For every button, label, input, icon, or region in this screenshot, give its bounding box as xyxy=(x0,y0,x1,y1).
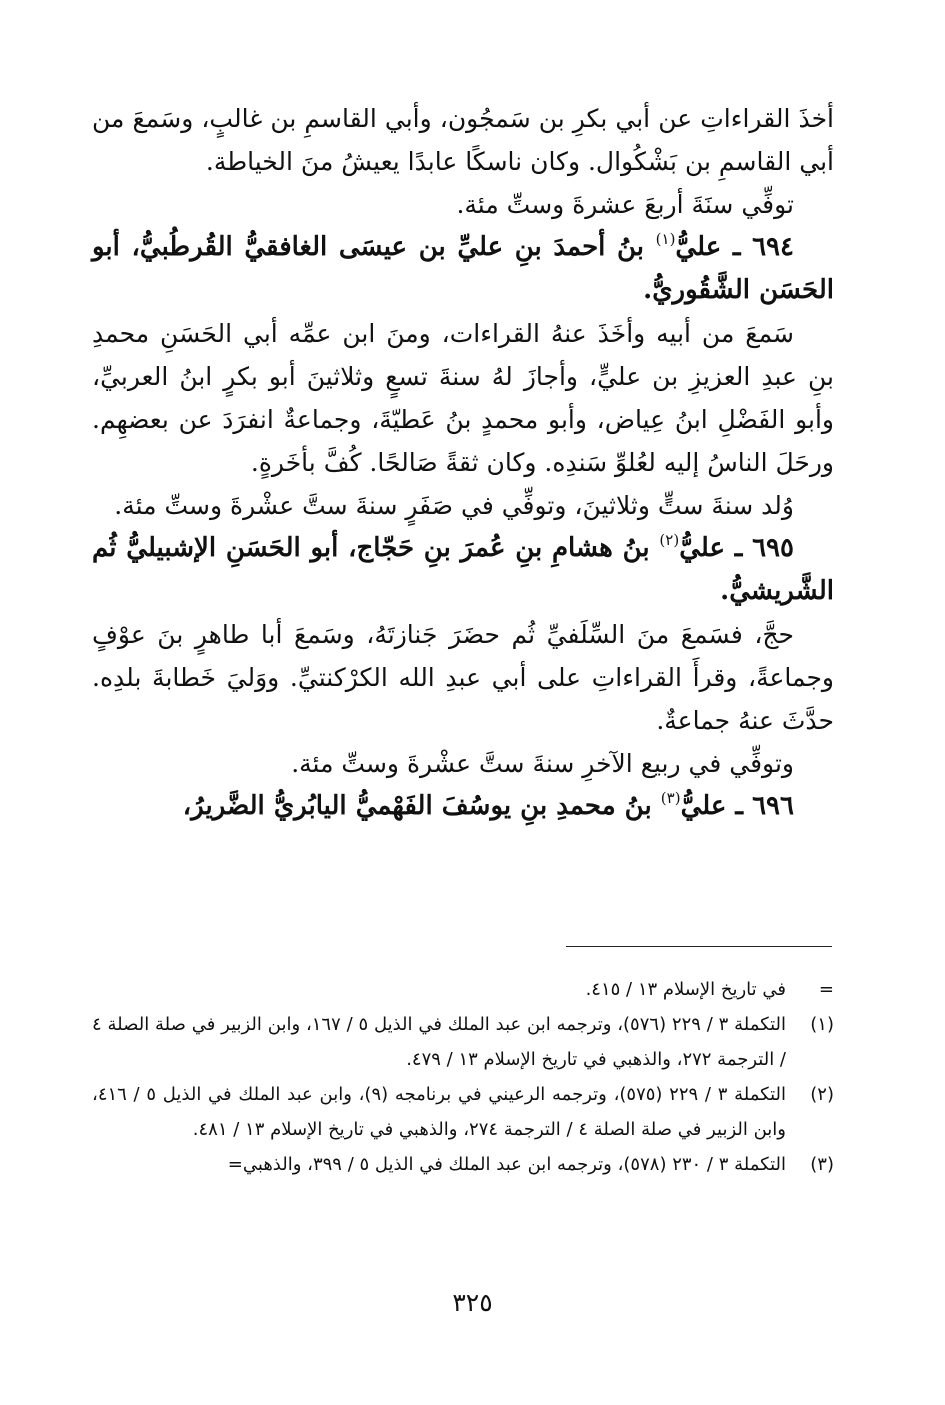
biography-entry-696 xyxy=(92,785,834,828)
footnote-ref: (٣) xyxy=(660,789,681,807)
footnote-text: التكملة ٣ / ٢٢٩ (٥٧٦)، وترجمه ابن عبد الملك في الذيل ٥ / ١٦٧، وابن الزبير في صلة الصلة ٤ / الترجمة ٢٧٢، والذهبي في تاريخ الإسلام ١٣ / ٤٧٩. xyxy=(92,1014,786,1070)
footnote-mark: (٣) xyxy=(810,1154,834,1175)
entry-number: ٦٩٤ ـ xyxy=(732,232,794,262)
paragraph: أخذَ القراءاتِ عن أبي بكرِ بن سَمجُون، وأبي القاسمِ بن غالبٍ، وسَمعَ من أبي القاسمِ بن بَشْكُوال. وكان ناسكًا عابدًا يعيشُ منَ الخياطة. xyxy=(92,104,834,176)
paragraph: وُلد سنةَ ستٍّ وثلاثينَ، وتوفِّي في صَفَرٍ سنةَ ستَّ عشْرةَ وستِّ مئة. xyxy=(114,491,794,520)
page-number: ٣٢٥ xyxy=(452,1288,493,1317)
footnote-continuation xyxy=(92,972,834,1007)
entry-name: عليُّ xyxy=(675,232,722,262)
entry-lineage: بنُ محمدِ بنِ يوسُفَ الفَهْميُّ اليابُريُّ الضَّريرُ، xyxy=(182,791,652,821)
paragraph: وتوفِّي في ربيع الآخرِ سنةَ ستَّ عشْرةَ وستِّ مئة. xyxy=(291,749,794,778)
entry-number: ٦٩٥ ـ xyxy=(734,533,794,563)
entry-lineage: بنُ هشامِ بنِ عُمرَ بنِ حَجّاج، أبو الحَسَنِ الإشبيليُّ ثُم الشَّريشيُّ. xyxy=(92,533,834,606)
paragraph: سَمعَ من أبيه وأخَذَ عنهُ القراءات، ومنَ ابن عمِّه أبي الحَسَنِ محمدِ بنِ عبدِ العزيزِ بن عليٍّ، وأجازَ لهُ سنةَ تسعٍ وثلاثينَ أبو بكرٍ ابنُ العربيِّ، وأبو الفَضْلِ ابنُ عِياض، وأبو محمدٍ بنُ عَطيّةَ، وجماعةٌ انفرَدَ عن بعضهِم. ورحَلَ الناسُ إليه لعُلوِّ سَندِه. وكان ثقةً صَالحًا. كُفَّ بأخَرةٍ. xyxy=(92,319,834,477)
footnote-mark: (١) xyxy=(810,1014,834,1035)
footnote-2 xyxy=(92,1077,834,1147)
paragraph: توفِّي سنَةَ أربعَ عشرةَ وستِّ مئة. xyxy=(456,190,794,219)
footnote-ref: (٢) xyxy=(659,531,680,549)
footnote-divider xyxy=(566,946,832,947)
footnote-text: التكملة ٣ / ٢٣٠ (٥٧٨)، وترجمه ابن عبد الملك في الذيل ٥ / ٣٩٩، والذهبي= xyxy=(227,1154,786,1175)
footnote-text: التكملة ٣ / ٢٢٩ (٥٧٥)، وترجمه الرعيني في برنامجه (٩)، وابن عبد الملك في الذيل ٥ / ٤١٦، وابن الزبير في صلة الصلة ٤ / الترجمة ٢٧٤، والذهبي في تاريخ الإسلام ١٣ / ٤٨١. xyxy=(92,1084,786,1140)
entry-name: عليُّ xyxy=(679,533,725,563)
footnote-text: في تاريخ الإسلام ١٣ / ٤١٥. xyxy=(585,979,786,1000)
footnote-mark: = xyxy=(818,979,834,1000)
footnote-mark: (٢) xyxy=(810,1084,834,1105)
biography-entry-694 xyxy=(92,226,834,312)
main-text xyxy=(92,97,834,828)
paragraph: حجَّ، فسَمعَ منَ السِّلَفيِّ ثُم حضَرَ جَنازتَهُ، وسَمعَ أبا طاهرٍ بنَ عوْفٍ وجماعةً، وقرأَ القراءاتِ على أبي عبدِ الله الكرْكنتيِّ. ووَليَ خَطابةَ بلدِه. حدَّثَ عنهُ جماعةٌ. xyxy=(92,620,834,735)
footnotes xyxy=(92,972,834,1182)
biography-entry-695 xyxy=(92,527,834,613)
footnote-ref: (١) xyxy=(655,230,676,248)
footnote-1 xyxy=(92,1007,834,1077)
entry-name: عليُّ xyxy=(680,791,727,821)
footnote-3 xyxy=(92,1147,834,1182)
entry-number: ٦٩٦ ـ xyxy=(735,791,794,821)
entry-lineage: بنُ أحمدَ بنِ عليِّ بن عيسَى الغافقيُّ القُرطُبيُّ، أبو الحَسَن الشَّقُوريُّ. xyxy=(92,232,834,305)
